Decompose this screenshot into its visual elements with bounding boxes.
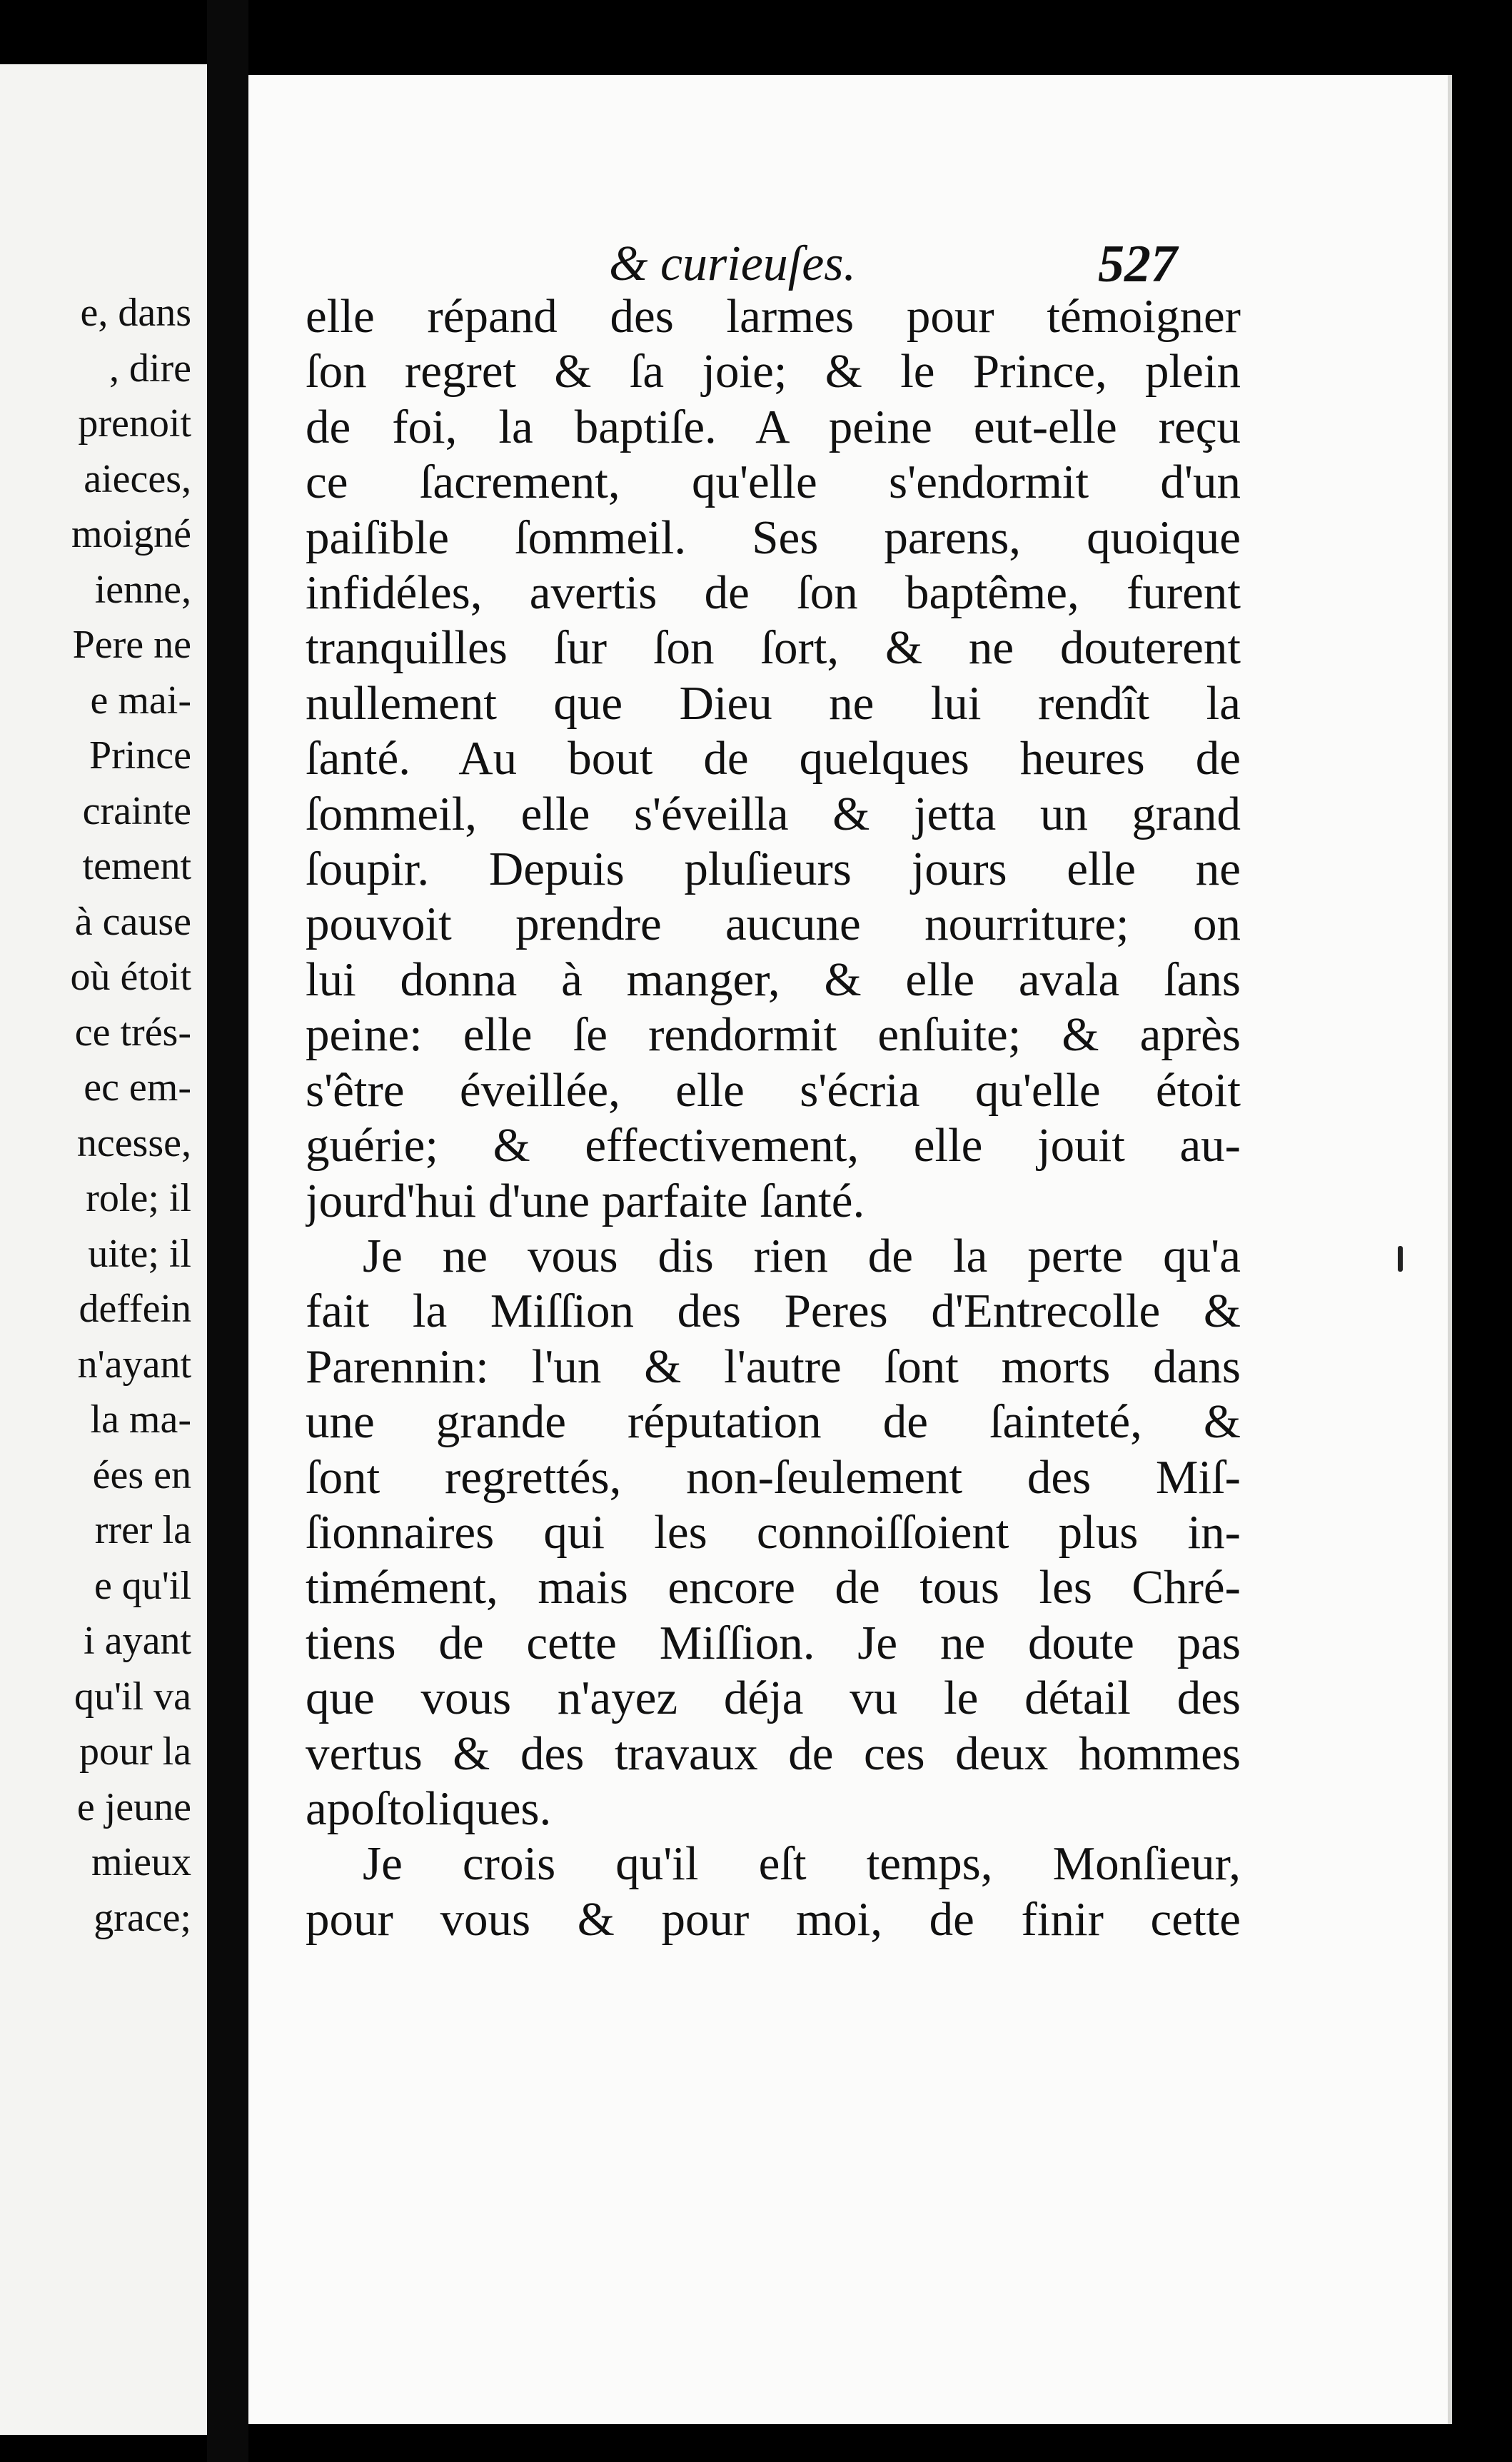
text-line: elle répand des larmes pour témoigner (306, 290, 1241, 343)
text-line: ce ſacrement, qu'elle s'endormit d'un (306, 456, 1241, 509)
text-line: apoſtoliques. (306, 1782, 552, 1835)
left-page-text (70, 286, 191, 1946)
text-line: une grande réputation de ſainteté, & (306, 1395, 1241, 1449)
margin-mark (1398, 1246, 1403, 1272)
text-line: fait la Miſſion des Peres d'Entrecolle & (306, 1285, 1241, 1338)
text-line: pour vous & pour moi, de finir cette (306, 1892, 1241, 1946)
left-page-line: role; il (86, 1176, 191, 1220)
left-page-line: i ayant (84, 1619, 191, 1663)
left-page-line: Prince (89, 733, 191, 778)
page-number: 527 (1098, 235, 1177, 293)
left-page-line: ienne, (94, 567, 191, 612)
left-page-line: ec em- (84, 1065, 191, 1110)
running-head: & curieuſes. (609, 236, 857, 291)
left-page-line: uite; il (88, 1231, 191, 1276)
text-line: paiſible ſommeil. Ses parens, quoique (306, 511, 1241, 564)
text-line: Je crois qu'il eſt temps, Monſieur, (363, 1837, 1241, 1891)
left-page-line: pour la (79, 1729, 191, 1774)
text-line: pouvoit prendre aucune nourriture; on (306, 898, 1241, 951)
text-line: Parennin: l'un & l'autre ſont morts dans (306, 1340, 1241, 1393)
left-page-line: aieces, (84, 456, 191, 501)
text-line: nullement que Dieu ne lui rendît la (306, 676, 1241, 730)
text-line: timément, mais encore de tous les Chré- (306, 1561, 1241, 1614)
text-line: Je ne vous dis rien de la perte qu'a (363, 1229, 1241, 1282)
paragraph (306, 1229, 1241, 1837)
left-page-line: mieux (91, 1840, 191, 1884)
left-page-line: à cause (74, 899, 191, 944)
text-line: que vous n'ayez déja vu le détail des (306, 1672, 1241, 1725)
text-line: infidéles, avertis de ſon baptême, furent (306, 566, 1241, 620)
left-page-line: , dire (109, 346, 191, 391)
left-page-line: deffein (79, 1287, 191, 1331)
text-line: ſon regret & ſa joie; & le Prince, plein (306, 345, 1241, 398)
text-line: guérie; & effectivement, elle jouit au- (306, 1119, 1241, 1172)
text-line: de foi, la baptiſe. A peine eut-elle reçu (306, 400, 1241, 453)
left-page-line: ce trés- (74, 1010, 191, 1055)
paragraph (306, 289, 1241, 1229)
text-line: tranquilles ſur ſon ſort, & ne douterent (306, 621, 1241, 675)
text-line: ſionnaires qui les connoiſſoient plus in- (306, 1505, 1241, 1559)
text-line: tiens de cette Miſſion. Je ne doute pas (306, 1616, 1241, 1669)
left-page-line: crainte (82, 788, 191, 833)
left-page-line: ncesse, (76, 1120, 191, 1165)
left-page-line: tement (82, 844, 191, 888)
left-page-fragment (0, 64, 207, 2435)
left-page-line: e jeune (76, 1784, 191, 1829)
paragraph (306, 1837, 1241, 1947)
text-line: peine: elle ſe rendormit enſuite; & après (306, 1008, 1241, 1062)
text-line: vertus & des travaux de ces deux hommes (306, 1727, 1241, 1780)
left-page-line: grace; (94, 1895, 191, 1940)
left-page-line: où étoit (70, 955, 191, 999)
left-page-line: e mai- (90, 678, 191, 723)
right-page (248, 75, 1452, 2424)
text-line: s'être éveillée, elle s'écria qu'elle étoit (306, 1063, 1241, 1117)
left-page-line: rrer la (94, 1508, 191, 1552)
text-line: ſanté. Au bout de quelques heures de (306, 732, 1241, 785)
left-page-line: e qu'il (94, 1563, 191, 1608)
text-line: jourd'hui d'une parfaite ſanté. (306, 1174, 865, 1227)
left-page-line: n'ayant (77, 1342, 191, 1387)
left-page-line: ées en (92, 1452, 191, 1497)
left-page-line: prenoit (78, 401, 191, 446)
left-page-line: la ma- (90, 1397, 191, 1442)
text-line: lui donna à manger, & elle avala ſans (306, 953, 1241, 1006)
left-page-line: moigné (71, 512, 191, 556)
body-text (306, 289, 1241, 1947)
book-gutter (207, 0, 248, 2462)
text-line: ſommeil, elle s'éveilla & jetta un grand (306, 787, 1241, 840)
left-page-line: qu'il va (74, 1674, 191, 1719)
left-page-line: Pere ne (72, 623, 191, 667)
left-page-line: e, dans (80, 291, 191, 335)
text-line: ſont regrettés, non-ſeulement des Miſ- (306, 1450, 1241, 1504)
text-line: ſoupir. Depuis pluſieurs jours elle ne (306, 843, 1241, 896)
